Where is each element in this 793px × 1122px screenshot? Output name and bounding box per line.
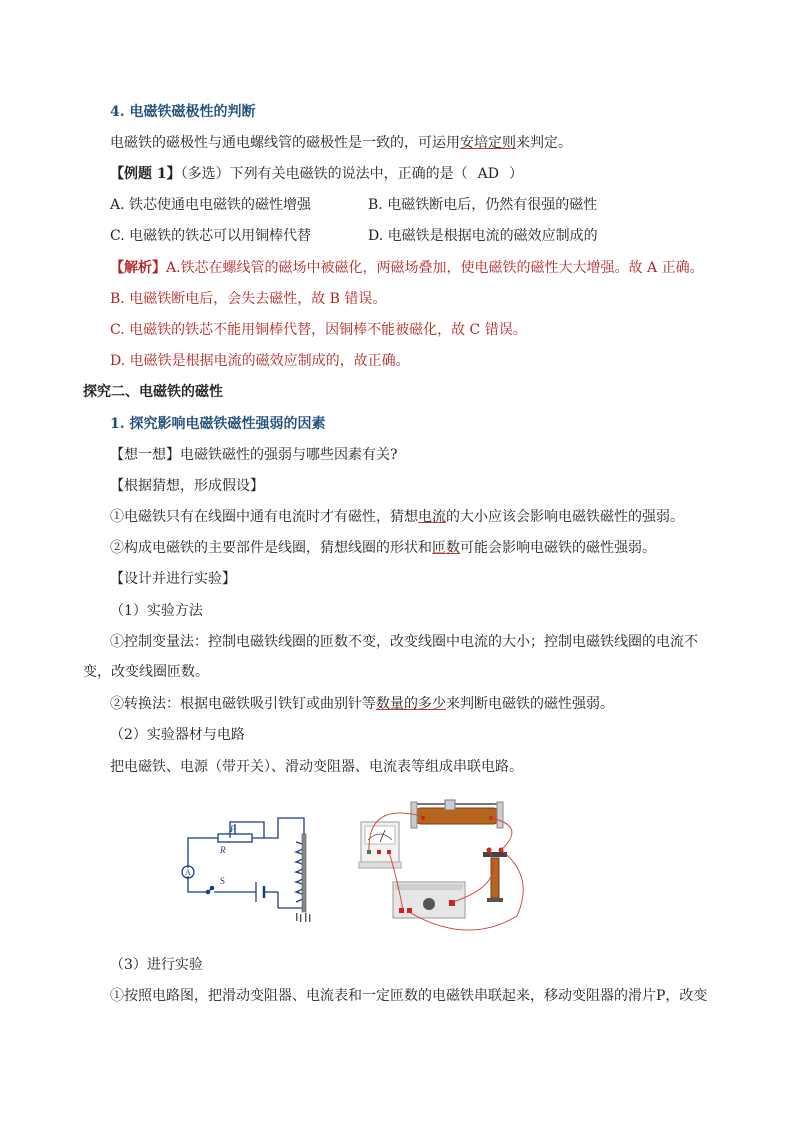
procedure-heading: （3）进行实验 bbox=[110, 957, 203, 973]
electromagnet bbox=[483, 848, 507, 903]
label-a: A bbox=[185, 868, 191, 877]
analysis-c: C. 电磁铁的铁芯不能用铜棒代替，因铜棒不能被磁化，故 C 错误。 bbox=[110, 322, 527, 338]
iron-core bbox=[302, 834, 306, 912]
hypothesis-2 bbox=[110, 538, 656, 558]
text: 来判断电磁铁的磁性强弱。 bbox=[446, 696, 614, 712]
underlined-text: 匝数 bbox=[432, 540, 460, 556]
text: A.铁芯在螺线管的磁场中被磁化，两磁场叠加，使电磁铁的磁性大大增强。故 A 正确。 bbox=[166, 260, 704, 276]
design: 【设计并进行实验】 bbox=[110, 571, 236, 587]
answer: AD bbox=[477, 166, 499, 182]
text: 来判定。 bbox=[516, 135, 572, 151]
label-r: R bbox=[220, 845, 226, 855]
think: 【想一想】电磁铁磁性的强弱与哪些因素有关? bbox=[110, 447, 398, 463]
example-tag: 【例题 1】 bbox=[110, 166, 181, 182]
section-2-title: 探究二、电磁铁的磁性 bbox=[83, 384, 223, 400]
method-1: ①控制变量法：控制电磁铁线圈的匝数不变，改变线圈中电流的大小；控制电磁铁线圈的电流不变，改变线圈匝数。 bbox=[83, 634, 698, 680]
circuit-diagram bbox=[178, 812, 328, 924]
underlined-text: 电流 bbox=[418, 509, 446, 525]
method-heading: （1）实验方法 bbox=[110, 603, 203, 619]
text: 电磁铁的磁极性与通电螺线管的磁极性是一致的，可运用 bbox=[110, 135, 460, 151]
text: 的大小应该会影响电磁铁磁性的强弱。 bbox=[446, 509, 684, 525]
analysis-d: D. 电磁铁是根据电流的磁效应制成的，故正确。 bbox=[110, 353, 410, 369]
text: ②构成电磁铁的主要部件是线圈，猜想线圈的形状和 bbox=[110, 540, 432, 556]
power-supply bbox=[393, 882, 465, 918]
section-4-desc bbox=[110, 133, 572, 153]
underlined-text: 安培定则 bbox=[460, 135, 516, 151]
text: ②转换法：根据电磁铁吸引铁钉或曲别针等 bbox=[110, 696, 376, 712]
sliding-rheostat bbox=[411, 800, 503, 828]
underlined-text: 数量的多少 bbox=[376, 696, 446, 712]
text: 可能会影响电磁铁的磁性强弱。 bbox=[460, 540, 656, 556]
label-p: P bbox=[230, 824, 236, 834]
apparatus-photo bbox=[357, 796, 535, 938]
section-4-title: 4. 电磁铁磁极性的判断 bbox=[110, 104, 256, 120]
analysis-tag: 【解析】 bbox=[110, 260, 166, 276]
option-c: C. 电磁铁的铁芯可以用铜棒代替 bbox=[110, 228, 312, 244]
equipment-heading: （2）实验器材与电路 bbox=[110, 727, 245, 743]
example-question bbox=[110, 164, 523, 184]
hypothesis-1 bbox=[110, 507, 684, 527]
equipment-desc: 把电磁铁、电源（带开关）、滑动变阻器、电流表等组成串联电路。 bbox=[110, 759, 523, 775]
option-b: B. 电磁铁断电后，仍然有很强的磁性 bbox=[368, 197, 598, 213]
procedure-1: ①按照电路图，把滑动变阻器、电流表和一定匝数的电磁铁串联起来，移动变阻器的滑片P，改变 bbox=[110, 988, 708, 1004]
option-d: D. 电磁铁是根据电流的磁效应制成的 bbox=[368, 228, 598, 244]
section-2-sub1: 1. 探究影响电磁铁磁性强弱的因素 bbox=[110, 416, 326, 432]
method-2 bbox=[110, 694, 614, 714]
text: （多选）下列有关电磁铁的说法中，正确的是（ bbox=[180, 166, 468, 182]
option-a: A. 铁芯使通电电磁铁的磁性增强 bbox=[110, 197, 312, 213]
label-s: S bbox=[220, 876, 226, 886]
hypothesis: 【根据猜想，形成假设】 bbox=[110, 478, 264, 494]
text: ①电磁铁只有在线圈中通有电流时才有磁性，猜想 bbox=[110, 509, 418, 525]
analysis-b: B. 电磁铁断电后，会失去磁性，故 B 错误。 bbox=[110, 291, 387, 307]
ammeter bbox=[359, 822, 401, 868]
analysis-a bbox=[110, 258, 704, 278]
text: ） bbox=[508, 166, 523, 182]
nails bbox=[296, 913, 310, 922]
